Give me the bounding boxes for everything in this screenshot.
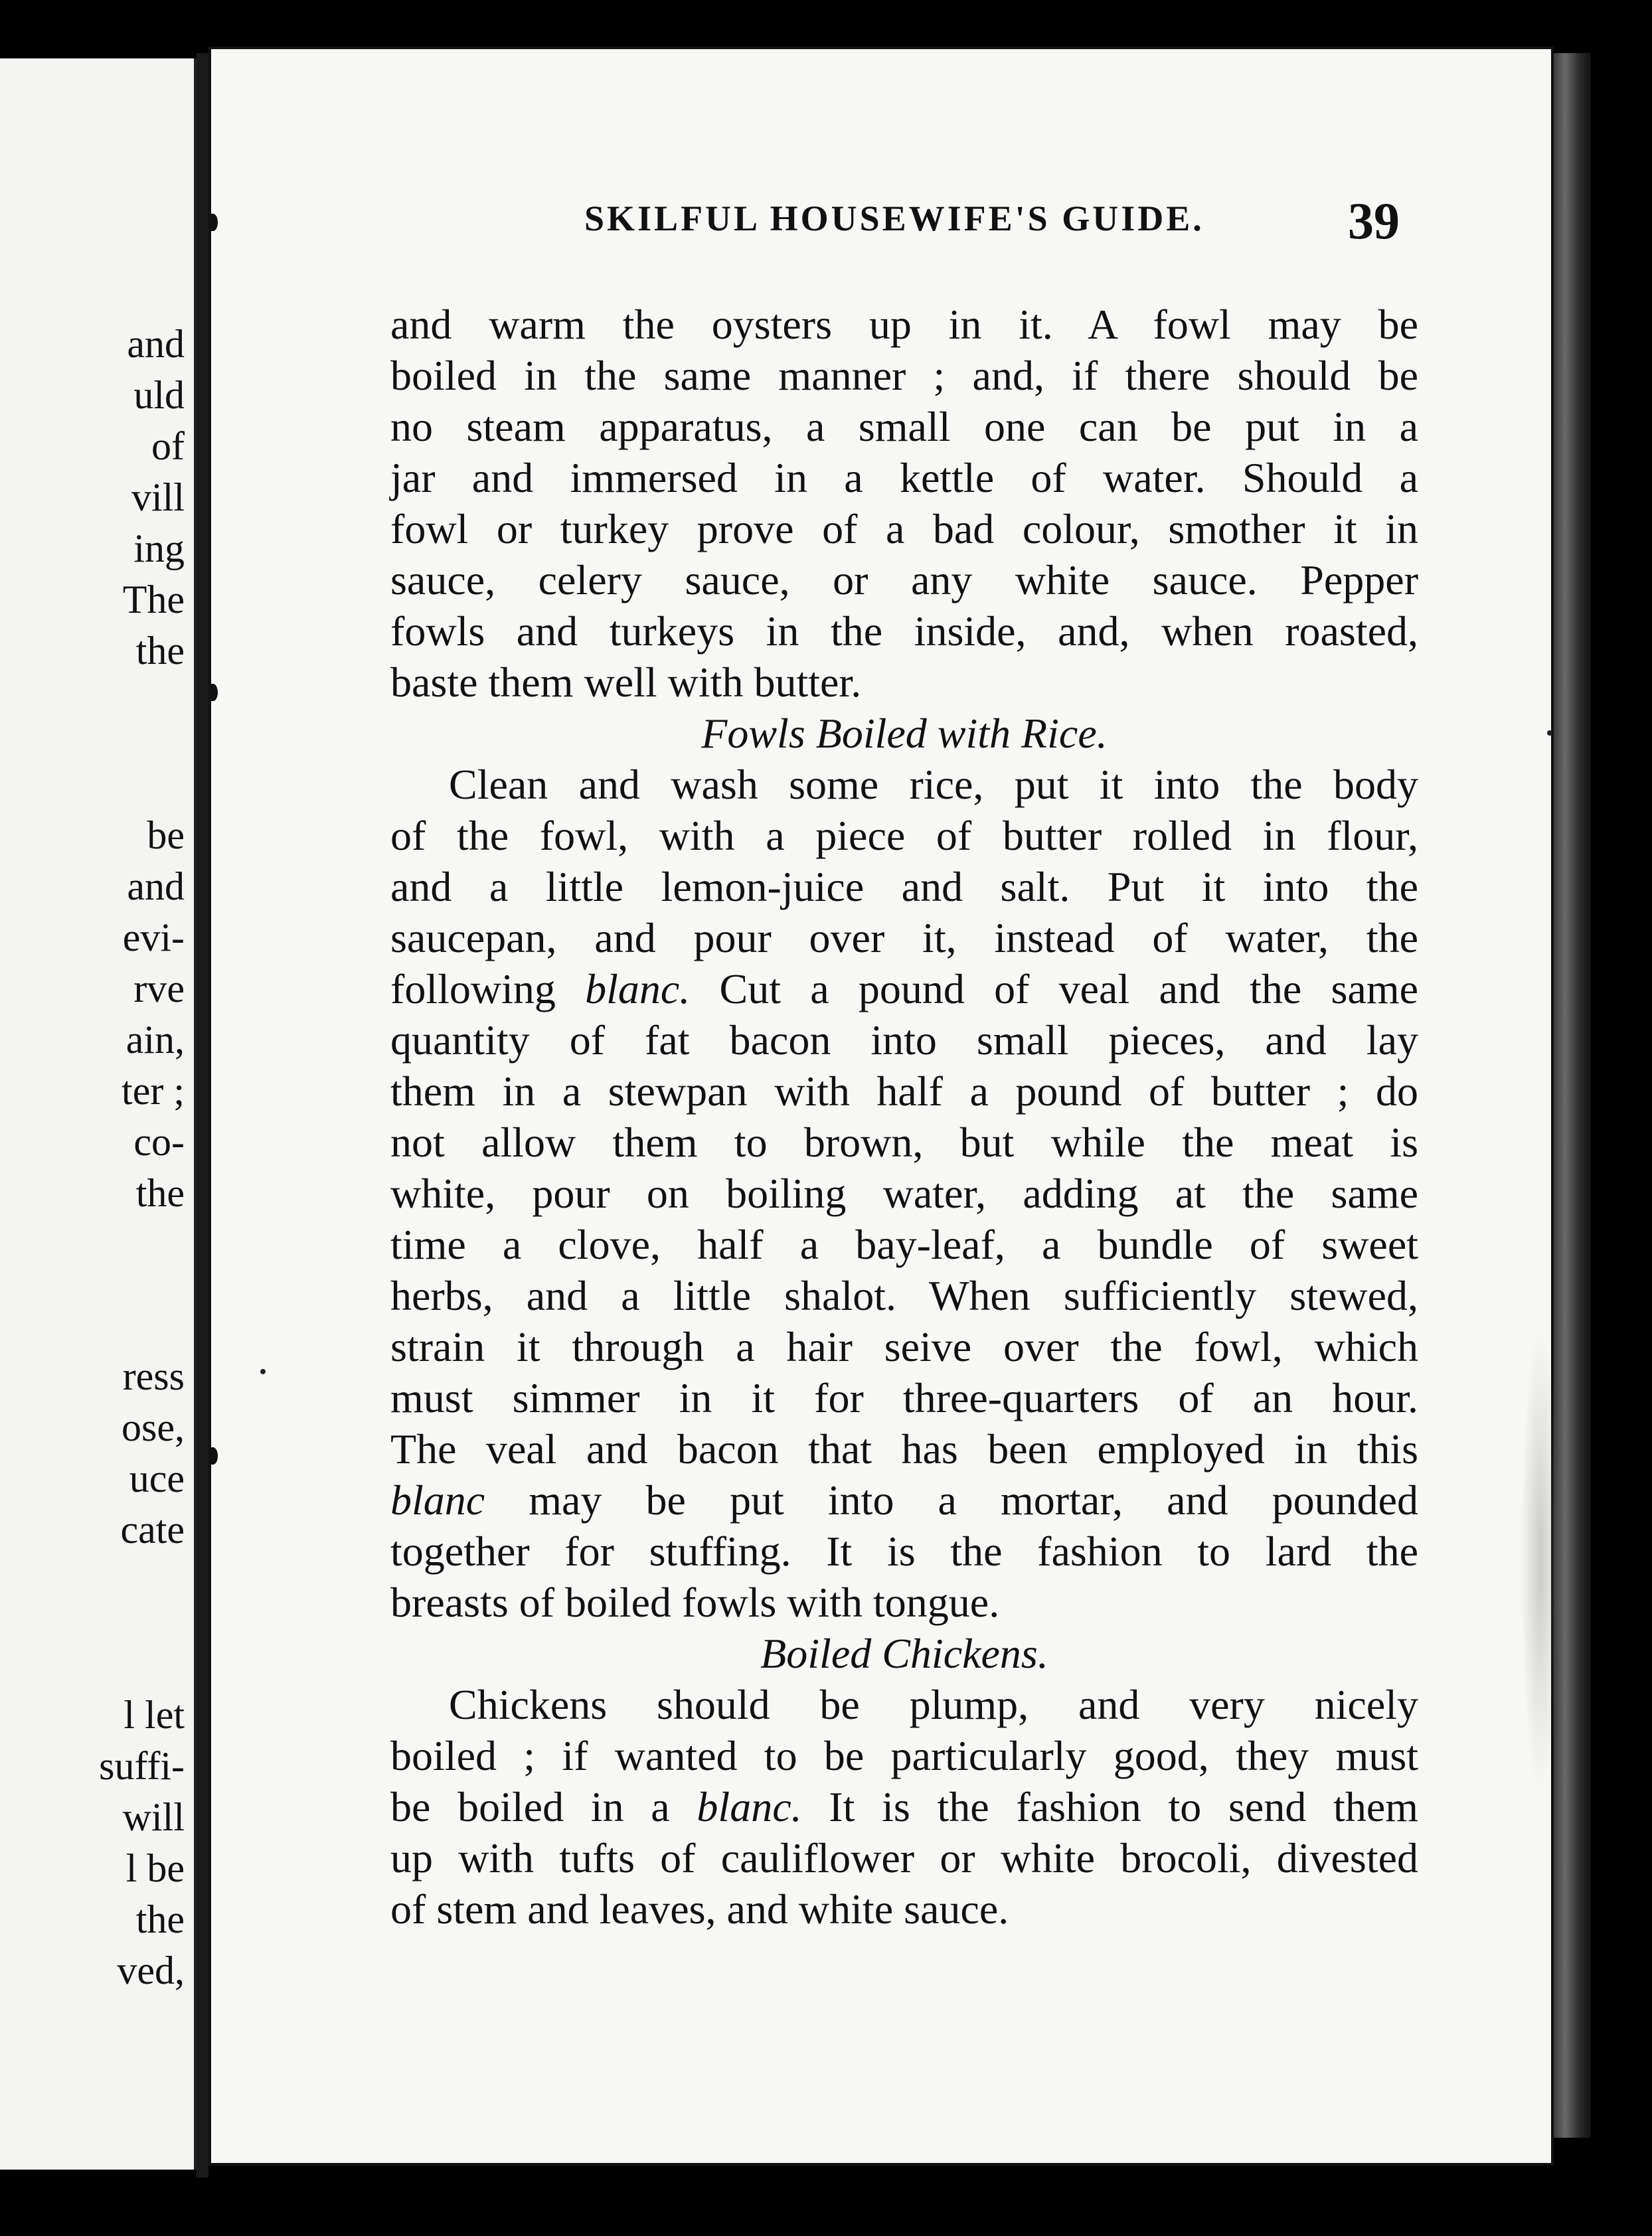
text-line: herbs, and a little shalot. When sufficiently stewed, (390, 1272, 1418, 1319)
left-line: suffi- (99, 1744, 185, 1788)
left-line: co- (133, 1120, 185, 1164)
left-line: the (135, 629, 185, 673)
binding-mark (208, 214, 218, 231)
italic-term: blanc. (585, 965, 691, 1012)
text-line (390, 963, 1418, 1014)
page-edge (1554, 53, 1591, 2138)
text-run: Cut a pound of veal and the same (690, 965, 1419, 1012)
text-line: together for stuffing. It is the fashion to lard the (390, 1528, 1418, 1575)
left-line: the (135, 1897, 185, 1941)
text-line: boiled in the same manner ; and, if there should be (390, 352, 1418, 399)
ink-speck (260, 1369, 266, 1374)
left-line: cate (120, 1508, 185, 1552)
ink-speck (1547, 730, 1552, 736)
text-line: must simmer in it for three-quarters of an hour. (390, 1374, 1418, 1421)
left-line: of (151, 424, 185, 468)
text-line: boiled ; if wanted to be particularly good, they must (390, 1732, 1418, 1779)
left-line: ose, (122, 1405, 185, 1449)
previous-page-fragment (0, 58, 197, 2170)
text-run: It is the fashion to send them (801, 1783, 1419, 1830)
left-line: ter ; (122, 1069, 185, 1113)
text-run: following (390, 965, 586, 1012)
text-line: The veal and bacon that has been employed in this (390, 1425, 1418, 1473)
left-line: the (135, 1171, 185, 1215)
left-line: and (127, 864, 185, 908)
text-line: no steam apparatus, a small one can be put in a (390, 403, 1418, 450)
page-smudge (1521, 1328, 1560, 1793)
text-line: time a clove, half a bay-leaf, a bundle of sweet (390, 1221, 1418, 1268)
text-line: Chickens should be plump, and very nicely (449, 1681, 1418, 1728)
text-line (390, 1475, 1418, 1526)
left-line: uld (133, 373, 185, 417)
text-line: and warm the oysters up in it. A fowl may be (390, 301, 1418, 348)
text-line: and a little lemon-juice and salt. Put it into the (390, 863, 1418, 910)
left-line: ved, (117, 1949, 185, 1992)
text-line: them in a stewpan with half a pound of butter ; do (390, 1068, 1418, 1115)
book-gutter (197, 53, 208, 2178)
page-number: 39 (1348, 192, 1400, 250)
text-line: quantity of fat bacon into small pieces, and lay (390, 1016, 1418, 1064)
text-line: white, pour on boiling water, adding at the same (390, 1170, 1418, 1217)
italic-term: blanc. (697, 1783, 802, 1830)
left-line: be (147, 813, 185, 857)
italic-term: blanc (390, 1477, 485, 1524)
running-head: SKILFUL HOUSEWIFE'S GUIDE. (584, 199, 1204, 238)
binding-mark (208, 684, 218, 701)
left-line: ing (133, 526, 185, 570)
text-run: be boiled in a (390, 1783, 697, 1830)
left-line: will (122, 1795, 185, 1839)
left-line: vill (131, 475, 185, 519)
left-line: l be (125, 1846, 185, 1890)
text-run: may be put into a mortar, and pounded (485, 1477, 1418, 1524)
text-line: fowls and turkeys in the inside, and, when roasted, (390, 607, 1418, 655)
text-line: of the fowl, with a piece of butter rolled in flour, (390, 812, 1418, 859)
left-line: rve (133, 967, 185, 1010)
left-line: ain, (125, 1018, 185, 1062)
text-line: up with tufts of cauliflower or white brocoli, divested (390, 1834, 1418, 1881)
text-line: of stem and leaves, and white sauce. (390, 1885, 1009, 1933)
text-line: fowl or turkey prove of a bad colour, smother it in (390, 505, 1418, 552)
text-line: strain it through a hair seive over the fowl, which (390, 1323, 1418, 1370)
text-line: jar and immersed in a kettle of water. Should a (390, 454, 1418, 501)
text-line: breasts of boiled fowls with tongue. (390, 1579, 1000, 1626)
page-text (390, 299, 1418, 1935)
text-line: saucepan, and pour over it, instead of water, the (390, 914, 1418, 961)
left-line: The (122, 578, 185, 621)
binding-mark (208, 1447, 218, 1465)
text-line: baste them well with butter. (390, 659, 862, 706)
left-line: l let (124, 1693, 185, 1737)
text-line: not allow them to brown, but while the meat is (390, 1119, 1418, 1166)
text-line (390, 1781, 1418, 1832)
section-heading: Boiled Chickens. (760, 1630, 1048, 1677)
left-line: evi- (122, 916, 185, 959)
text-line: sauce, celery sauce, or any white sauce. Pepper (390, 556, 1418, 603)
text-line: Clean and wash some rice, put it into the body (449, 761, 1418, 808)
left-line: uce (129, 1457, 185, 1500)
left-line: ress (122, 1354, 185, 1398)
left-line: and (127, 322, 185, 366)
section-heading: Fowls Boiled with Rice. (701, 710, 1108, 757)
